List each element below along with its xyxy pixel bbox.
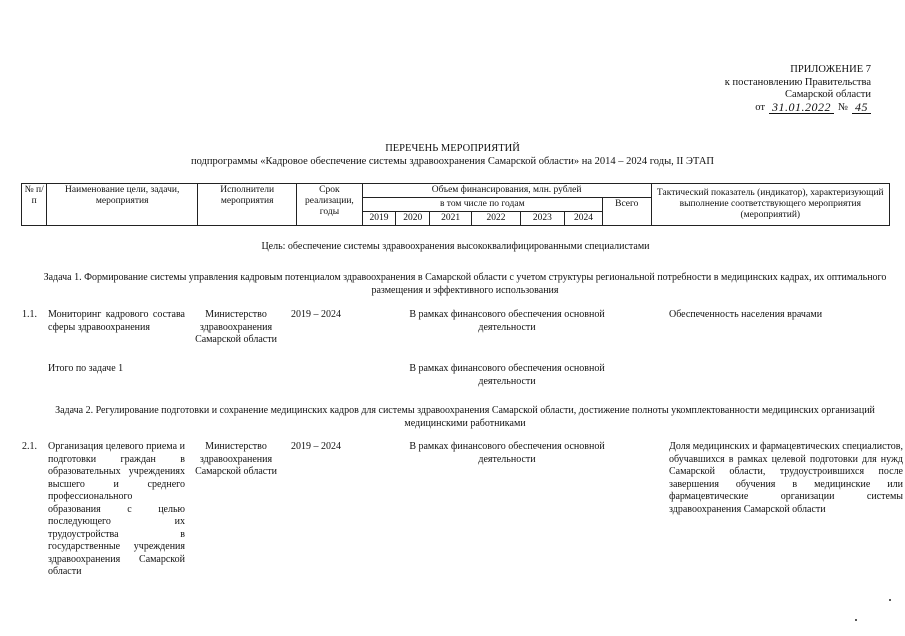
- approval-number: 45: [852, 102, 871, 114]
- approval-title: ПРИЛОЖЕНИЕ 7: [790, 64, 871, 75]
- row-2-1-financing: В рамках финансового обеспечения основной деятельности: [409, 441, 605, 465]
- row-2-1-num: 2.1.: [22, 441, 37, 452]
- header-table: [21, 183, 890, 226]
- row-2-1-term: 2019 – 2024: [291, 441, 341, 452]
- by-years-header: в том числе по годам: [362, 198, 602, 212]
- row-1-1-financing: В рамках финансового обеспечения основной деятельности: [409, 309, 605, 333]
- total-header: Всего: [602, 198, 651, 226]
- goal-text: Цель: обеспечение системы здравоохранения высококвалифицированными специалистами: [261, 241, 650, 252]
- col-num-header: № п/п: [22, 184, 47, 226]
- col-executors-header: Исполнители мероприятия: [198, 184, 297, 226]
- task2-text: Задача 2. Регулирование подготовки и сохранение медицинских кадров для системы здравоохранения Самарской области, достижение полноты укомплектованности медицинских организаций медицинскими работниками: [55, 405, 875, 429]
- row-2-1-name: Организация целевого приема и подготовки граждан в образовательных учреждениях высшего и среднего профессионального образования с целью последующего их трудоустройства в государственные учреждения здравоохранения Самарской области: [48, 441, 185, 577]
- approval-line3: Самарской области: [785, 89, 871, 100]
- year-2023-header: 2023: [520, 212, 564, 226]
- row-2-1-indicator: Доля медицинских и фармацевтических специалистов, обучавшихся в рамках целевой подготовки для нужд Самарской области, трудоустроившихся после завершения обучения в медицинские или фармацевтические организации системы здравоохранения Самарской области: [669, 441, 903, 515]
- total-task1-financing: В рамках финансового обеспечения основной деятельности: [409, 363, 605, 387]
- row-1-1-name: Мониторинг кадрового состава сферы здравоохранения: [48, 309, 185, 333]
- total-task1-label: Итого по задаче 1: [48, 363, 124, 374]
- task1-text: Задача 1. Формирование системы управления кадровым потенциалом здравоохранения в Самарской области с учетом структуры региональной потребности в медицинских кадрах, их оптимального размещения и эффективного использования: [43, 272, 887, 296]
- row-2-1-executor: Министерство здравоохранения Самарской области: [195, 441, 277, 477]
- row-1-1-indicator: Обеспеченность населения врачами: [669, 309, 823, 320]
- row-1-1-num: 1.1.: [22, 309, 37, 320]
- approval-block: [671, 64, 871, 114]
- col-name-header: Наименование цели, задачи, мероприятия: [47, 184, 198, 226]
- col-financing-header: Объем финансирования, млн. рублей: [362, 184, 651, 198]
- title-line1: ПЕРЕЧЕНЬ МЕРОПРИЯТИЙ: [385, 143, 520, 154]
- year-2024-header: 2024: [565, 212, 603, 226]
- approval-line2: к постановлению Правительства: [724, 76, 871, 88]
- year-2019-header: 2019: [362, 212, 396, 226]
- approval-date: 31.01.2022: [769, 102, 834, 114]
- from-label: от: [755, 101, 765, 113]
- scan-speck: [889, 599, 891, 601]
- year-2022-header: 2022: [472, 212, 521, 226]
- col-term-header: Срок реализации, годы: [297, 184, 362, 226]
- row-1-1-term: 2019 – 2024: [291, 309, 341, 320]
- number-label: №: [837, 101, 848, 113]
- year-2021-header: 2021: [430, 212, 472, 226]
- document-title: [0, 143, 905, 168]
- title-line2: подпрограммы «Кадровое обеспечение системы здравоохранения Самарской области» на 2014 – 2024 годы, II ЭТАП: [190, 155, 714, 167]
- year-2020-header: 2020: [396, 212, 430, 226]
- col-indicator-header: Тактический показатель (индикатор), характеризующий выполнение соответствующего мероприятия (мероприятий): [651, 184, 889, 226]
- approval-date-line: [671, 102, 871, 115]
- row-1-1-executor: Министерство здравоохранения Самарской области: [195, 309, 277, 345]
- scan-speck: [855, 619, 857, 621]
